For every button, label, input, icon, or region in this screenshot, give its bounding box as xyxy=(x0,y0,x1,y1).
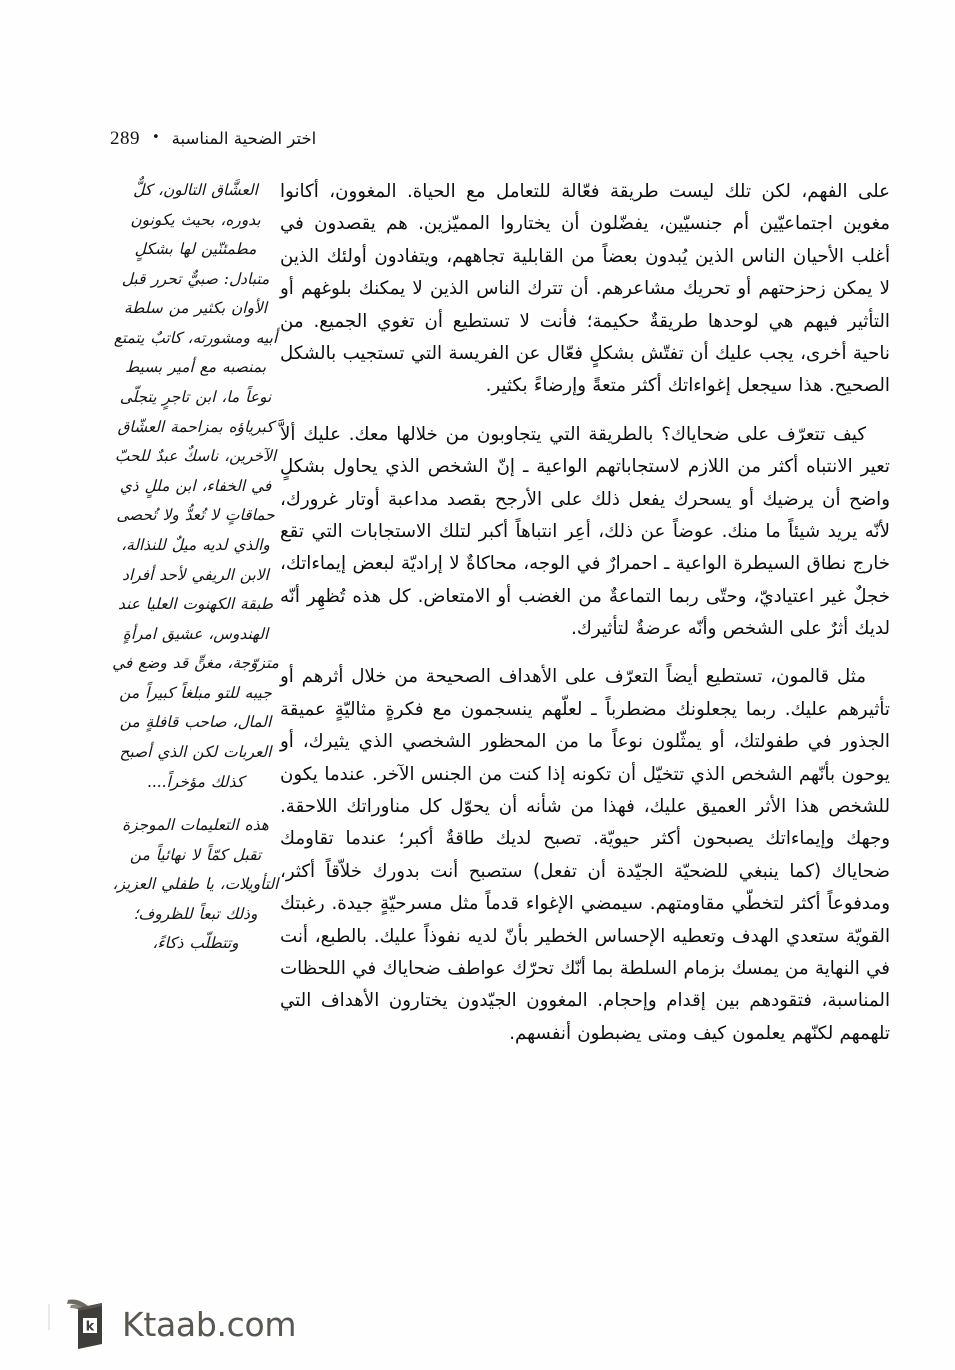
header-separator-dot: • xyxy=(152,130,160,145)
book-icon-letter: k xyxy=(85,1319,95,1335)
body-paragraph: كيف تتعرّف على ضحاياك؟ بالطريقة التي يتجاوبون من خلالها معك. عليك ألاَّ تعير الانتباه أكثر من اللازم لاستجاباتهم الواعية ـ إنّ الشخص الذي يحاول بشكلٍ واضح أن يرضيك أو يسحرك يفعل ذلك على الأرجح بقصد مداعبة أوتار غرورك، لأنّه يريد شيئاً ما منك. عوضاً عن ذلك، أعِر انتباهاً أكبر لتلك الاستجابات التي تقع خارج نطاق السيطرة الواعية ـ احمرارٌ في الوجه، محاكاةٌ لا إراديّة لبعض إيماءاتك، خجلٌ غير اعتياديّ، وحتّى ربما التماعةٌ من الغضب أو الامتعاض. كل هذه تُظهِر أنّه لديك أثرٌ على الشخص وأنّه عرضةٌ لتأثيرك. xyxy=(280,423,890,640)
running-head xyxy=(110,128,410,158)
margin-note-block: العشَّاق التالون، كلٌّ بدوره، بحيث يكونون مطمئنّين لها بشكلٍ متبادل: صبيٌّ تحرر قبل الأوان بكثير من سلطة أبيه ومشورته، كاتبٌ يتمتع بمنصبه مع أمير بسيط نوعاً ما، ابن تاجرٍ يتجلّى كبرياؤه بمزاحمة العشّاق الآخرين، ناسكٌ عبدٌ للحبّ في الخفاء، ابن مللٍ ذي حماقاتٍ لا تُعدُّ ولا تُحصى والذي لديه ميلٌ للنذالة، الابن الريفي لأحد أفراد طبقة الكهنوت العليا عند الهندوس، عشيق امرأةٍ متزوّجة، مغنٍّ قد وضع في جيبه للتو مبلغاً كبيراً من المال، صاحب قافلةٍ من العربات لكن الذي أصبح كذلك مؤخراً.... xyxy=(112,181,279,791)
page-number: 289 xyxy=(110,128,140,149)
body-paragraph: مثل قالمون، تستطيع أيضاً التعرّف على الأهداف الصحيحة من خلال أثرهم أو تأثيرهم عليك. ربما يجعلونك مضطرباً ـ لعلّهم ينسجمون مع فكرةٍ مثاليّةٍ عميقة الجذور في طفولتك، أو يمثّلون نوعاً ما من المحظور الشخصي الذي يثيرك، أو يوحون بأنّهم الشخص الذي تتخيّل أن تكونه إذا كنت من الجنس الآخر. عندما يكون للشخص هذا الأثر العميق عليك، فهذا من شأنه أن يحوّل كل مناوراتك اللاحقة. وجهك وإيماءاتك يصبحون أكثر حيويّة. تصبح لديك طاقةٌ أكبر؛ عندما تقاومك ضحاياك (كما ينبغي للضحيّة الجيّدة أن تفعل) ستصبح أنت بدورك خلاّقاً أكثر، ومدفوعاً أكثر لتخطّي مقاومتهم. سيمضي الإغواء قدماً مثل مسرحيّةٍ جيدة. رغبتك القويّة ستعدي الهدف وتعطيه الإحساس الخطير بأنّ لديه نفوذاً عليك. بالطبع، أنت في النهاية من يمسك بزمام السلطة بما أنّك تحرّك عواطف ضحاياك في اللحظات المناسبة، فتقودهم بين إقدام وإحجام. المغوون الجيّدون يختارون الأهداف التي تلهمهم لكنّهم يعلمون كيف ومتى يضبطون أنفسهم. xyxy=(280,666,890,1044)
margin-note-column xyxy=(105,176,280,959)
chapter-title: اختر الضحية المناسبة xyxy=(171,129,317,148)
page-content xyxy=(90,176,890,1251)
margin-note xyxy=(111,176,280,959)
body-paragraph: على الفهم، لكن تلك ليست طريقة فعّالة للتعامل مع الحياة. المغوون، أكانوا مغوين اجتماعيّين أم جنسيّين، يفضّلون أن يختاروا المميّزين. هم يقصدون في أغلب الأحيان الناس الذين يُبدون بعضاً من القابلية تجاههم، ويتفادون أولئك الذين لا يمكن زحزحتهم أو تحريك مشاعرهم. أن تترك الناس الذين لا يمكنك بلوغهم أو التأثير فيهم هي لوحدها طريقةٌ حكيمة؛ فأنت لا تستطيع أن تغوي الجميع. من ناحية أخرى، يجب عليك أن تفتّش بشكلٍ فعّال عن الفريسة التي تستجيب بالشكل الصحيح. هذا سيجعل إغواءاتك أكثر متعةً وإرضاءً بكثير. xyxy=(280,181,890,397)
site-watermark xyxy=(62,1296,296,1352)
watermark-label: Ktaab.com xyxy=(122,1304,297,1344)
scan-edge-artifact xyxy=(48,1304,50,1330)
main-text-column xyxy=(280,176,890,1050)
book-icon xyxy=(62,1296,108,1352)
margin-note-block: هذه التعليمات الموجزة تقبل كمّاً لا نهائياً من التأويلات، يا طفلي العزيز، وذلك تبعاً للظروف؛ وتتطلّب ذكاءً، xyxy=(112,816,279,953)
